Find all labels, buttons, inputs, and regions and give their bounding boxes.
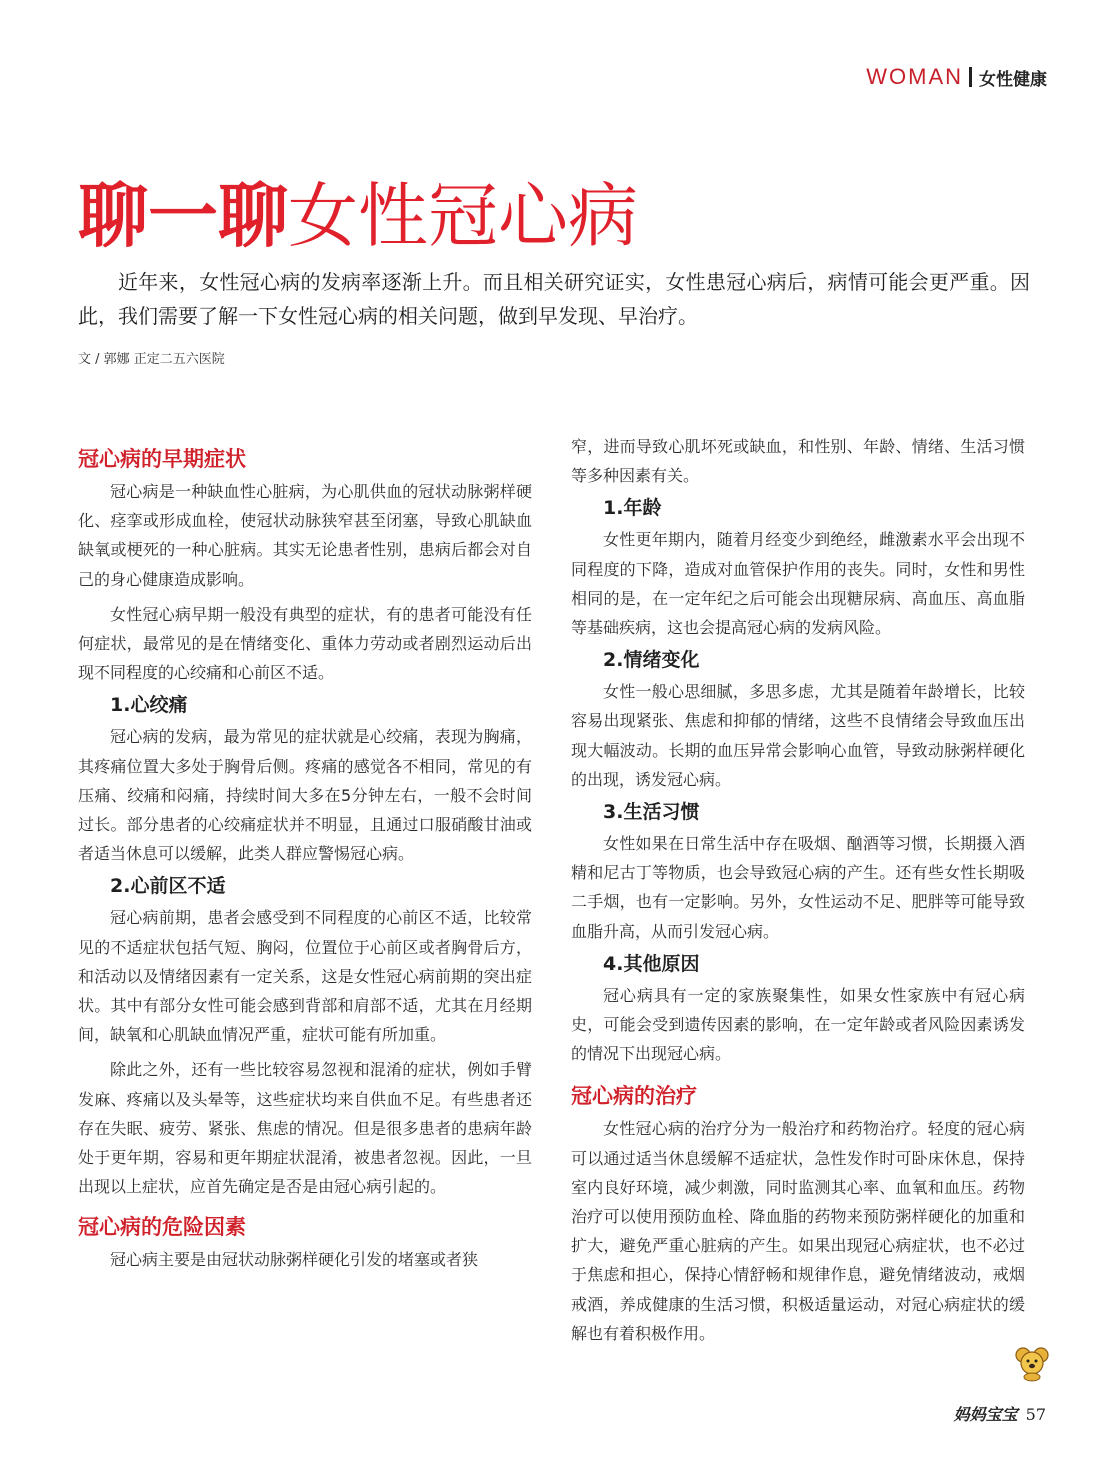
- running-header: [866, 64, 1047, 90]
- paragraph: 冠心病是一种缺血性心脏病，为心肌供血的冠状动脉粥样硬化、痉挛或形成血栓，使冠状动脉狭窄甚至闭塞，导致心肌缺血缺氧或梗死的一种心脏病。其实无论患者性别，患病后都会对自己的身心健康造成影响。: [78, 482, 532, 589]
- header-divider: [969, 67, 972, 87]
- subheading-age: 1.年龄: [603, 497, 662, 520]
- paragraph: 冠心病主要是由冠状动脉粥样硬化引发的堵塞或者狭: [110, 1250, 479, 1270]
- subheading-lifestyle: 3.生活习惯: [603, 801, 700, 824]
- left-column: [78, 445, 532, 1275]
- paragraph-continued: 窄，进而导致心肌坏死或缺血，和性别、年龄、情绪、生活习惯等多种因素有关。: [571, 437, 1025, 486]
- section-label: WOMAN: [866, 64, 963, 89]
- lead-paragraph: 近年来，女性冠心病的发病率逐渐上升。而且相关研究证实，女性患冠心病后，病情可能会更严重。因此，我们需要了解一下女性冠心病的相关问题，做到早发现、早治疗。: [78, 270, 1030, 328]
- heading-treatment: 冠心病的治疗: [571, 1083, 697, 1109]
- page-footer: [954, 1402, 1046, 1425]
- column-label: 女性健康: [979, 69, 1047, 90]
- subheading-angina: 1.心绞痛: [110, 694, 188, 717]
- page-number: 57: [1025, 1405, 1046, 1424]
- paragraph: 女性更年期内，随着月经变少到绝经，雌激素水平会出现不同程度的下降，造成对血管保护作用的丧失。同时，女性和男性相同的是，在一定年纪之后可能会出现糖尿病、高血压、高血脂等基础疾病，这也会提高冠心病的发病风险。: [571, 530, 1025, 638]
- paragraph: 女性如果在日常生活中存在吸烟、酗酒等习惯，长期摄入酒精和尼古丁等物质，也会导致冠心病的产生。还有些女性长期吸二手烟，也有一定影响。另外，女性运动不足、肥胖等可能导致血脂升高，从而引发冠心病。: [571, 834, 1025, 941]
- heading-risk-factors: 冠心病的危险因素: [78, 1214, 246, 1240]
- right-column: [571, 432, 1025, 1348]
- article-title: [78, 168, 638, 264]
- byline: 文 / 郭娜 正定二五六医院: [78, 352, 225, 367]
- title-light-part: 女性冠心病: [288, 175, 638, 257]
- title-bold-part: 聊一聊: [78, 175, 288, 257]
- paragraph: 女性冠心病早期一般没有典型的症状，有的患者可能没有任何症状，最常见的是在情绪变化、重体力劳动或者剧烈运动后出现不同程度的心绞痛和心前区不适。: [78, 604, 532, 683]
- magazine-name: 妈妈宝宝: [953, 1405, 1018, 1424]
- paragraph: 除此之外，还有一些比较容易忽视和混淆的症状，例如手臂发麻、疼痛以及头晕等，这些症状均来自供血不足。有些患者还存在失眠、疲劳、紧张、焦虑的情况。但是很多患者的患病年龄处于更年期，容易和更年期症状混淆，被患者忽视。因此，一旦出现以上症状，应首先确定是否是由冠心病引起的。: [78, 1060, 532, 1197]
- paragraph: 女性冠心病的治疗分为一般治疗和药物治疗。轻度的冠心病可以通过适当休息缓解不适症状，急性发作时可卧床休息，保持室内良好环境，减少刺激，同时监测其心率、血氧和血压。药物治疗可以使用预防血栓、降血脂的药物来预防粥样硬化的加重和扩大，避免严重心脏病的产生。如果出现冠心病症状，也不必过于焦虑和担心，保持心情舒畅和规律作息，避免情绪波动，戒烟戒酒，养成健康的生活习惯，积极适量运动，对冠心病症状的缓解也有着积极作用。: [571, 1119, 1025, 1343]
- subheading-other-causes: 4.其他原因: [603, 952, 700, 975]
- paragraph: 女性一般心思细腻，多思多虑，尤其是随着年龄增长，比较容易出现紧张、焦虑和抑郁的情绪，这些不良情绪会导致血压出现大幅波动。长期的血压异常会影响心血管，导致动脉粥样硬化的出现，诱发冠心病。: [571, 682, 1025, 789]
- paragraph: 冠心病前期，患者会感受到不同程度的心前区不适，比较常见的不适症状包括气短、胸闷，位置位于心前区或者胸骨后方，和活动以及情绪因素有一定关系，这是女性冠心病前期的突出症状。其中有部分女性可能会感到背部和肩部不适，尤其在月经期间，缺氧和心肌缺血情况严重，症状可能有所加重。: [78, 908, 532, 1045]
- heading-early-symptoms: 冠心病的早期症状: [78, 446, 246, 471]
- paragraph: 冠心病的发病，最为常见的症状就是心绞痛，表现为胸痛，其疼痛位置大多处于胸骨后侧。疼痛的感觉各不相同，常见的有压痛、绞痛和闷痛，持续时间大多在5分钟左右，一般不会时间过长。部分患者的心绞痛症状并不明显，且通过口服硝酸甘油或者适当休息可以缓解，此类人群应警惕冠心病。: [78, 727, 532, 864]
- subheading-precordial-discomfort: 2.心前区不适: [110, 875, 226, 898]
- subheading-emotion: 2.情绪变化: [603, 649, 700, 672]
- koala-mascot-icon: [1014, 1346, 1050, 1382]
- paragraph: 冠心病具有一定的家族聚集性，如果女性家族中有冠心病史，可能会受到遗传因素的影响，在一定年龄或者风险因素诱发的情况下出现冠心病。: [571, 985, 1025, 1064]
